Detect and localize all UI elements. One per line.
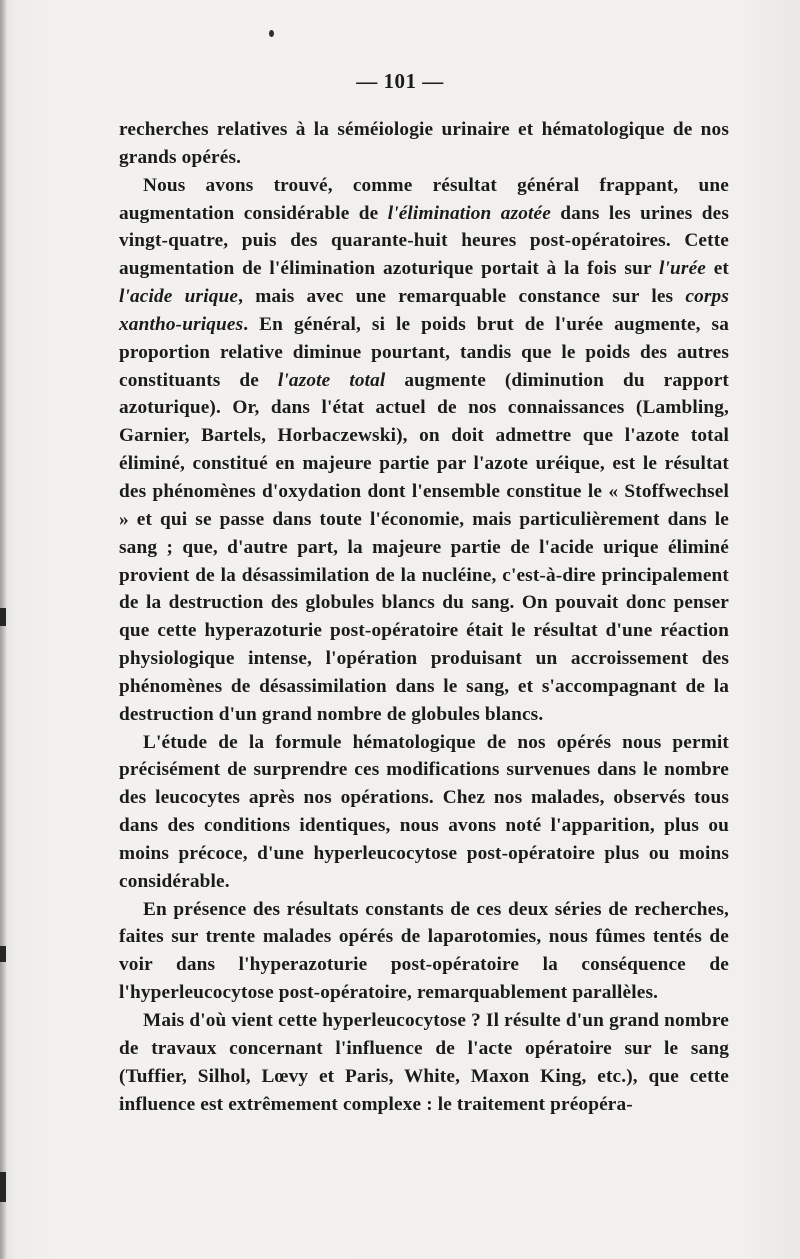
italic-term: l'acide urique: [119, 286, 239, 308]
paragraph: [119, 896, 729, 1007]
text-run: dans les urines des vingt-quatre, puis des quarante-huit heures post-opératoires. Cette augmentation de l'élimination azoturique portait à la fois sur: [119, 202, 729, 280]
edge-mark: [0, 608, 6, 626]
text-run: et: [706, 258, 730, 280]
paragraph: [119, 116, 729, 172]
paragraph: [119, 729, 729, 896]
edge-mark: [0, 1172, 6, 1202]
italic-term: corps xantho-uriques: [119, 286, 729, 335]
text-run: . En général, si le poids brut de l'urée augmente, sa proportion relative diminue pourtant, tandis que le poids des autres constituants de: [119, 313, 729, 391]
italic-term: l'urée: [659, 258, 706, 280]
text-run: En présence des résultats constants de ces deux séries de recherches, faites sur trente malades opérés de laparotomies, nous fûmes tentés de voir dans l'hyperazoturie post-opératoire la conséquence de l'hyperleucocytose post-opératoire, remarquablement parallèles.: [119, 898, 729, 1004]
paragraph: [119, 172, 729, 729]
page-number: — 101 —: [356, 69, 444, 93]
page-left-edge: [0, 0, 6, 1259]
text-run: Nous avons trouvé, comme résultat général frappant, une augmentation considérable de: [119, 174, 729, 224]
italic-term: l'élimination azotée: [387, 202, 551, 224]
italic-term: l'azote total: [277, 369, 386, 391]
ink-speck: [269, 30, 274, 37]
text-run: L'étude de la formule hématologique de nos opérés nous permit précisément de surprendre ces modifications survenues dans le nombre des leucocytes après nos opérations. Chez nos malades, observés tous dans des conditions identiques, nous avons noté l'apparition, plus ou moins précoce, d'une hyperleucocytose post-opératoire plus ou moins considérable.: [119, 731, 729, 892]
text-run: augmente (diminution du rapport azoturique). Or, dans l'état actuel de nos connaissances (Lambling, Garnier, Bartels, Horbaczewski), on doit admettre que l'azote total éliminé, constitué en majeure partie par l'azote uréique, est le résultat des phénomènes d'oxydation dont l'ensemble constitue le « Stoffwechsel » et qui se passe dans toute l'économie, mais particulièrement dans le sang ; que, d'autre part, la majeure partie de l'acide urique éliminé provient de la désassimilation de la nucléine, c'est-à-dire principalement de la destruction des globules blancs du sang. On pouvait donc penser que cette hyperazoturie post-opératoire était le résultat d'une réaction physiologique intense, l'opération produisant un accroissement des phénomènes de désassimilation dans le sang, et s'accompagnant de la destruction d'un grand nombre de globules blancs.: [119, 369, 729, 725]
body-text: [119, 116, 729, 1118]
text-run: , mais avec une remarquable constance sur les: [238, 286, 686, 308]
text-run: Mais d'où vient cette hyperleucocytose ? Il résulte d'un grand nombre de travaux concernant l'influence de l'acte opératoire sur le sang (Tuffier, Silhol, Lœvy et Paris, White, Maxon King, etc.), que cette influence est extrêmement complexe : le traitement préopéra-: [119, 1010, 729, 1115]
text-run: recherches relatives à la séméiologie urinaire et hématologique de nos grands opérés.: [119, 119, 729, 168]
edge-mark: [0, 946, 6, 962]
paragraph: [119, 1007, 729, 1118]
